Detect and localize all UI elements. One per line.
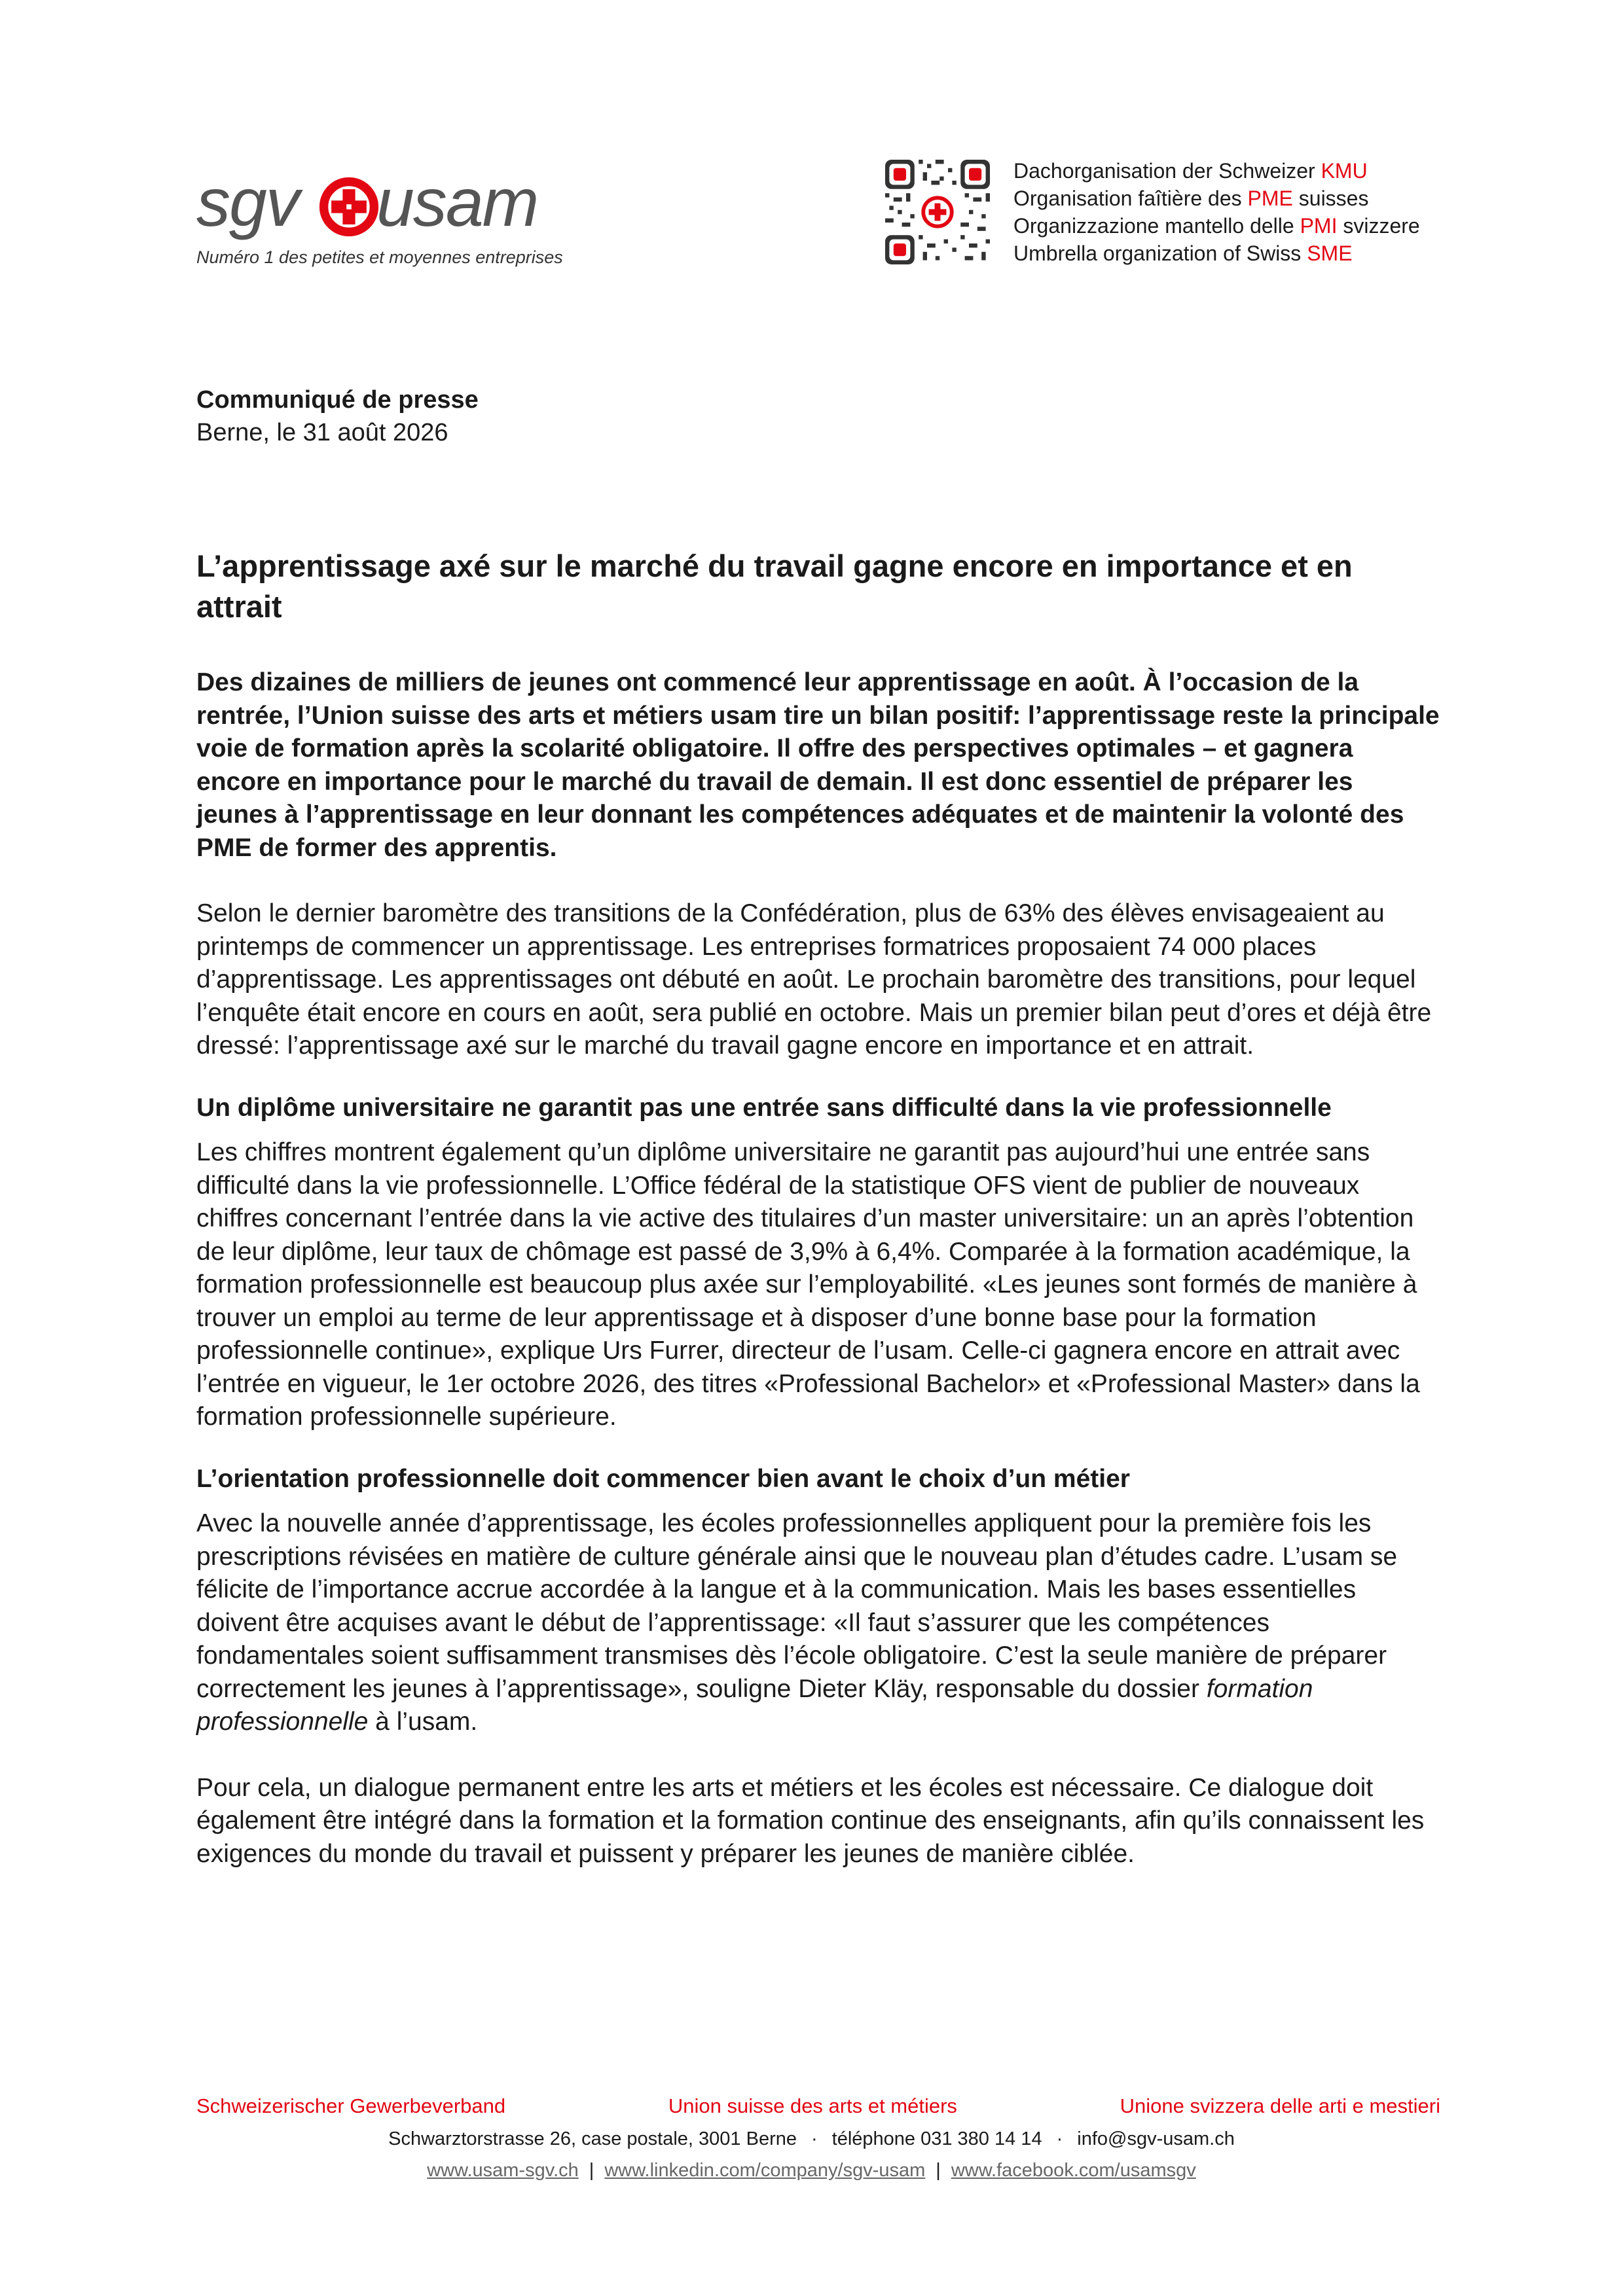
sgv-usam-logo xyxy=(196,164,602,275)
intro-paragraph: Selon le dernier baromètre des transitions de la Confédération, plus de 63% des élèves envisageaient au printemps de commencer un apprentissage. Les entreprises formatrices proposaient 74 000 places d’apprentissage. Les apprentissages ont débuté en août. Le prochain baromètre des transitions, pour lequel l’enquête était encore en cours en août, sera publié en octobre. Mais un premier bilan peut d’ores et déjà être dressé: l’apprentissage axé sur le marché du travail gagne encore en importance et en attrait. xyxy=(196,899,1432,1060)
section-text-orientation: Avec la nouvelle année d’apprentissage, les écoles professionnelles appliquent pour la première fois les prescriptions révisées en matière de culture générale ainsi que le nouveau plan d’études cadre. L’usam se félicite de l’importance accrue accordée à la langue et à la communication. Mais les bases essentielles doivent être acquises avant le début de l’apprentissage: «Il faut s’assurer que les compétences fondamentales soient suffisamment transmises dès l’école obligatoire. C’est la seule manière de préparer correctement les jeunes à l’apprentissage», souligne Dieter Kläy, responsable du dossier formation professionnelle à l’usam. xyxy=(196,1509,1398,1736)
org-line-en: Umbrella organization of Swiss SME xyxy=(1013,242,1353,265)
page-title: L’apprentissage axé sur le marché du travail gagne encore en importance et en attrait xyxy=(196,548,1353,624)
section-text-university: Les chiffres montrent également qu’un diplôme universitaire ne garantit pas aujourd’hui une entrée sans difficulté dans la vie professionnelle. L’Office fédéral de la statistique OFS vient de publier de nouveaux chiffres concernant l’entrée dans la vie active des titulaires d’un master universitaire: un an après l’obtention de leur diplôme, leur taux de chômage est passé de 3,9% à 6,4%. Comparée à la formation académique, la formation professionnelle est beaucoup plus axée sur l’employabilité. «Les jeunes sont formés de manière à trouver un emploi au terme de leur apprentissage et à disposer d’une bonne base pour la formation professionnelle continue», explique Urs Furrer, directeur de l’usam. Celle-ci gagnera encore en attrait avec l’entrée en vigueur, le 1er octobre 2026, des titres «Professional Bachelor» et «Professional Master» dans la formation professionnelle supérieure. xyxy=(196,1138,1420,1431)
footer-link-facebook[interactable]: www.facebook.com/usamsgv xyxy=(951,2160,1196,2181)
umbrella-organization-list xyxy=(1013,157,1420,267)
document-type: Communiqué de presse xyxy=(196,386,479,414)
footer-phone: téléphone 031 380 14 14 xyxy=(831,2128,1042,2149)
lead-paragraph: Des dizaines de milliers de jeunes ont commencé leur apprentissage en août. À l’occasion de la rentrée, l’Union suisse des arts et métiers usam tire un bilan positif: l’apprentissage reste la principale voie de formation après la scolarité obligatoire. Il offre des perspectives optimales – et gagnera encore en importance pour le marché du travail de demain. Il est donc essentiel de préparer les jeunes à l’apprentissage en leur donnant les compétences adéquates et de maintenir la volonté des PME de former des apprentis. xyxy=(196,668,1440,862)
logo-word-usam: usam xyxy=(376,165,538,241)
footer-address: Schwarztorstrasse 26, case postale, 3001 Berne xyxy=(388,2128,797,2149)
footer-organization-names xyxy=(196,2094,1440,2118)
section-text-dialogue: Pour cela, un dialogue permanent entre les arts et métiers et les écoles est nécessaire. Ce dialogue doit également être intégré dans la formation et la formation continue des enseignants, afin qu’ils connaissent les exigences du monde du travail et puissent y préparer les jeunes de manière ciblée. xyxy=(196,1773,1425,1868)
footer-contact: Schwarztorstrasse 26, case postale, 3001 Berne · téléphone 031 380 14 14 · info@sgv-usam.ch xyxy=(388,2128,1235,2149)
logo-word-sgv: sgv xyxy=(196,165,299,241)
footer-email[interactable]: info@sgv-usam.ch xyxy=(1077,2128,1235,2149)
press-release-body xyxy=(196,384,1440,1871)
footer-org-fr: Union suisse des arts et métiers xyxy=(668,2094,957,2117)
footer-links: www.usam-sgv.ch | www.linkedin.com/company/sgv-usam | www.facebook.com/usamsgv xyxy=(427,2160,1196,2181)
place-date: Berne, le 31 août 2026 xyxy=(196,419,448,446)
footer-link-linkedin[interactable]: www.linkedin.com/company/sgv-usam xyxy=(604,2160,926,2181)
section-heading-university: Un diplôme universitaire ne garantit pas une entrée sans difficulté dans la vie professionnelle xyxy=(196,1093,1332,1122)
section-heading-orientation: L’orientation professionnelle doit commencer bien avant le choix d’un métier xyxy=(196,1464,1130,1493)
org-line-it: Organizzazione mantello delle PMI svizzere xyxy=(1013,214,1420,238)
qr-code-icon xyxy=(885,160,990,264)
swiss-cross-logo-icon xyxy=(318,175,380,238)
footer-org-de: Schweizerischer Gewerbeverband xyxy=(196,2094,506,2117)
org-line-fr: Organisation faîtière des PME suisses xyxy=(1013,187,1369,210)
footer-org-it: Unione svizzera delle arti e mestieri xyxy=(1120,2094,1440,2117)
footer-link-website[interactable]: www.usam-sgv.ch xyxy=(427,2160,579,2181)
logo-tagline: Numéro 1 des petites et moyennes entreprises xyxy=(196,247,563,267)
org-line-de: Dachorganisation der Schweizer KMU xyxy=(1013,159,1368,183)
